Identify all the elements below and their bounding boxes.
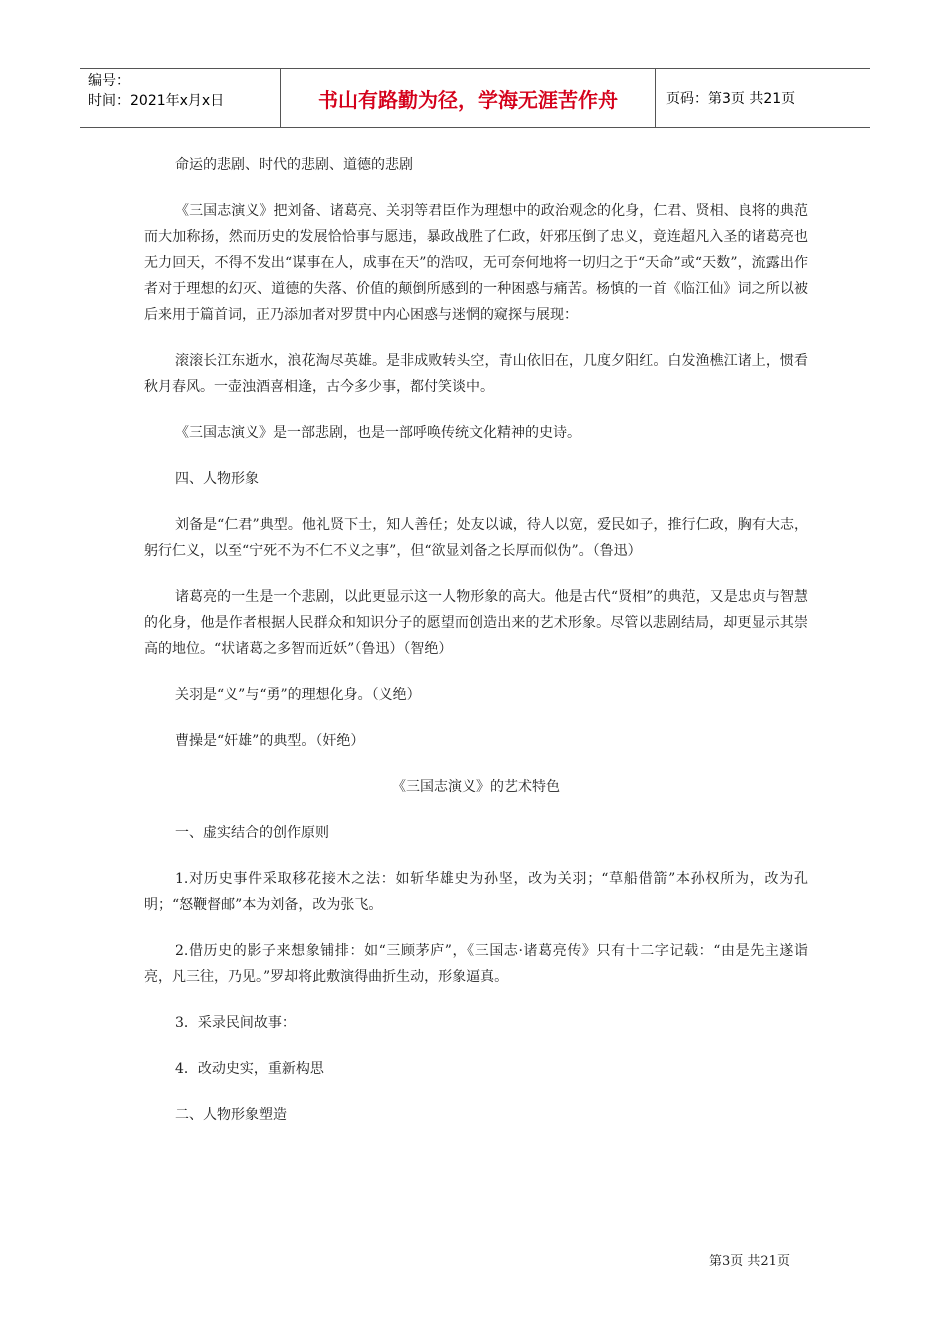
section-title: 《三国志演义》的艺术特色: [392, 779, 560, 795]
paragraph: 刘备是“仁君”典型。他礼贤下士，知人善任；处友以诚，待人以宽，爱民如子，推行仁政，胸有大志，躬行仁义，以至“宁死不为不仁不义之事”，但“欲显刘备之长厚而似伪”。（鲁迅）: [144, 517, 808, 559]
paragraph: 2.借历史的影子来想象铺排：如“三顾茅庐”，《三国志·诸葛亮传》只有十二字记载：“由是先主遂诣亮，凡三往，乃见。”罗却将此敷演得曲折生动，形象逼真。: [144, 943, 808, 985]
header-page-number: 页码：第3页 共21页: [666, 91, 796, 107]
serial-label: 编号：: [88, 73, 130, 89]
paragraph: 1.对历史事件采取移花接木之法：如斩华雄史为孙坚，改为关羽；“草船借箭”本孙权所为，改为孔明；“怒鞭督邮”本为刘备，改为张飞。: [144, 871, 808, 913]
header-info: [80, 69, 281, 127]
paragraph: 关羽是“义”与“勇”的理想化身。（义绝）: [175, 687, 421, 703]
section-heading: 四、人物形象: [175, 471, 259, 487]
document-body: [144, 152, 808, 1148]
paragraph: 3．采录民间故事：: [175, 1015, 296, 1031]
section-heading: 一、虚实结合的创作原则: [175, 825, 329, 841]
paragraph: 曹操是“奸雄”的典型。（奸绝）: [175, 733, 365, 749]
paragraph: 《三国志演义》把刘备、诸葛亮、关羽等君臣作为理想中的政治观念的化身，仁君、贤相、良将的典范而大加称扬，然而历史的发展恰恰事与愿违，暴政战胜了仁政，奸邪压倒了忠义，竟连超凡入圣的诸葛亮也无力回天，不得不发出“谋事在人，成事在天”的浩叹，无可奈何地将一切归之于“天命”或“天数”，流露出作者对于理想的幻灭、道德的失落、价值的颠倒所感到的一种困惑与痛苦。杨慎的一首《临江仙》词之所以被后来用于篇首词，正乃添加者对罗贯中内心困惑与迷惘的窥探与展现：: [144, 203, 808, 323]
header-motto: 书山有路勤为径，学海无涯苦作舟: [281, 69, 656, 127]
paragraph: 命运的悲剧、时代的悲剧、道德的悲剧: [175, 157, 413, 173]
paragraph: 诸葛亮的一生是一个悲剧，以此更显示这一人物形象的高大。他是古代“贤相”的典范，又是忠贞与智慧的化身，他是作者根据人民群众和知识分子的愿望而创造出来的艺术形象。尽管以悲剧结局，却更显示其崇高的地位。“状诸葛之多智而近妖”（鲁迅）（智绝）: [144, 589, 808, 657]
paragraph: 《三国志演义》是一部悲剧，也是一部呼唤传统文化精神的史诗。: [175, 425, 581, 441]
page-footer: 第3页 共21页: [709, 1254, 790, 1269]
date-label: 时间：2021年x月x日: [88, 93, 225, 109]
poem-paragraph: 滚滚长江东逝水，浪花淘尽英雄。是非成败转头空，青山依旧在，几度夕阳红。白发渔樵江诸上，惯看秋月春风。一壶浊酒喜相逢，古今多少事，都付笑谈中。: [144, 353, 808, 395]
section-heading: 二、人物形象塑造: [175, 1107, 287, 1123]
paragraph: 4．改动史实，重新构思: [175, 1061, 324, 1077]
page-header: [80, 68, 870, 128]
